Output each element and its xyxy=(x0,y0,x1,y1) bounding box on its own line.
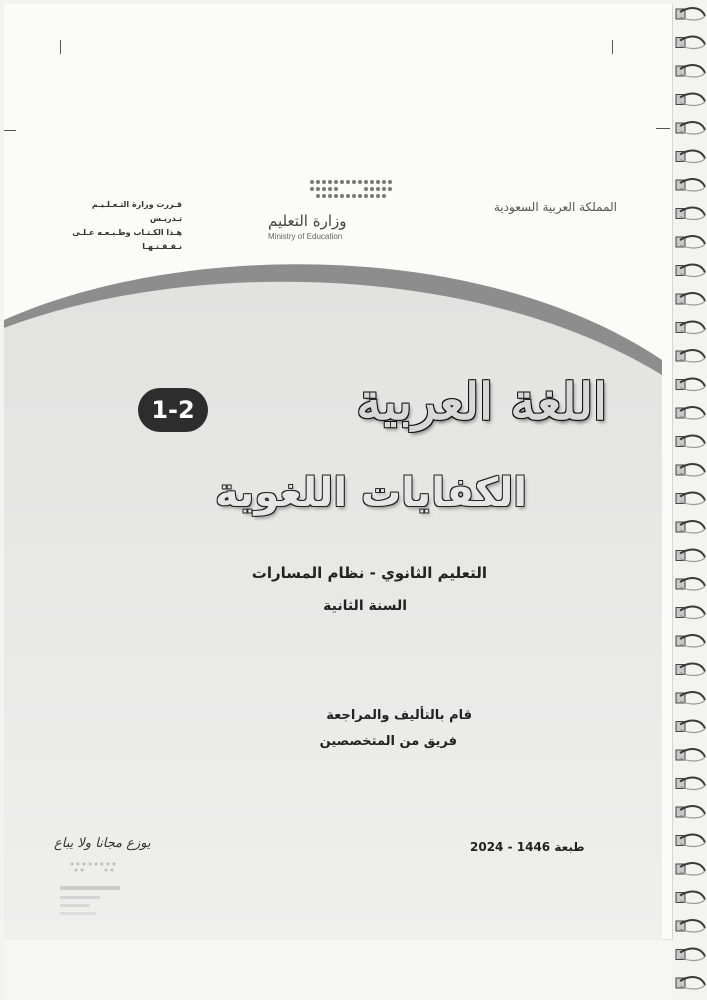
spiral-coil xyxy=(676,578,705,590)
book-subtitle: الكفايات اللغوية xyxy=(215,470,527,516)
spiral-coil xyxy=(676,806,705,818)
approval-line-1: قـررت وزارة التـعـلـيـم تـدريـس xyxy=(91,200,182,223)
spiral-coil xyxy=(676,920,705,932)
page-bottom-edge xyxy=(4,940,672,1000)
spiral-coil xyxy=(676,721,705,733)
crop-mark-top-right xyxy=(612,40,613,54)
spiral-coil xyxy=(676,778,705,790)
edition-label: طبعة 1446 - 2024 xyxy=(470,840,585,854)
school-year: السنة الثانية xyxy=(323,598,407,614)
ministry-name-english: Ministry of Education xyxy=(268,232,343,241)
spiral-coil xyxy=(676,322,705,334)
spiral-coil xyxy=(676,236,705,248)
ministry-approval-note xyxy=(62,198,182,254)
spiral-coil xyxy=(676,949,705,961)
spiral-coil xyxy=(676,635,705,647)
ministry-name-arabic: وزارة التعليم xyxy=(268,212,347,230)
spiral-coil xyxy=(676,835,705,847)
approval-line-2: هـذا الكـتـاب وطـبـعـه عـلـى نـفـقـتـهـا xyxy=(72,228,182,251)
spiral-coil xyxy=(676,151,705,163)
spiral-binding xyxy=(672,0,707,1000)
spiral-coil xyxy=(676,749,705,761)
spiral-coil xyxy=(676,379,705,391)
spiral-coil xyxy=(676,122,705,134)
spiral-coil xyxy=(676,208,705,220)
book-title: اللغة العربية xyxy=(356,372,607,431)
spiral-coil xyxy=(676,350,705,362)
spiral-coil xyxy=(676,692,705,704)
spiral-coil xyxy=(676,493,705,505)
authors-line-2: فريق من المتخصصين xyxy=(319,734,457,749)
spiral-coil xyxy=(676,8,705,20)
spiral-coil xyxy=(676,65,705,77)
authors-line-1: قام بالتأليف والمراجعة xyxy=(326,708,472,723)
crop-mark-left-top xyxy=(4,130,16,131)
spiral-coil xyxy=(676,179,705,191)
spiral-coil xyxy=(676,37,705,49)
crop-mark-right-top xyxy=(656,128,670,129)
crop-mark-top-left xyxy=(60,40,61,54)
spiral-coil xyxy=(676,607,705,619)
free-distribution-stamp: يوزع مجانا ولا يباع xyxy=(54,836,151,851)
spiral-coil xyxy=(676,94,705,106)
spiral-coil xyxy=(676,550,705,562)
spiral-coil xyxy=(676,977,705,989)
spiral-coil xyxy=(676,863,705,875)
spiral-coil xyxy=(676,521,705,533)
spiral-coil xyxy=(676,892,705,904)
education-program: التعليم الثانوي - نظام المسارات xyxy=(251,564,487,582)
level-badge: 1-2 xyxy=(138,388,208,432)
spiral-coil xyxy=(676,407,705,419)
spiral-coil xyxy=(676,265,705,277)
spiral-coil xyxy=(676,664,705,676)
kingdom-name: المملكة العربية السعودية xyxy=(493,200,617,214)
ministry-watermark-icon xyxy=(52,856,142,926)
spiral-coil xyxy=(676,293,705,305)
spiral-coil xyxy=(676,436,705,448)
spiral-coil xyxy=(676,464,705,476)
